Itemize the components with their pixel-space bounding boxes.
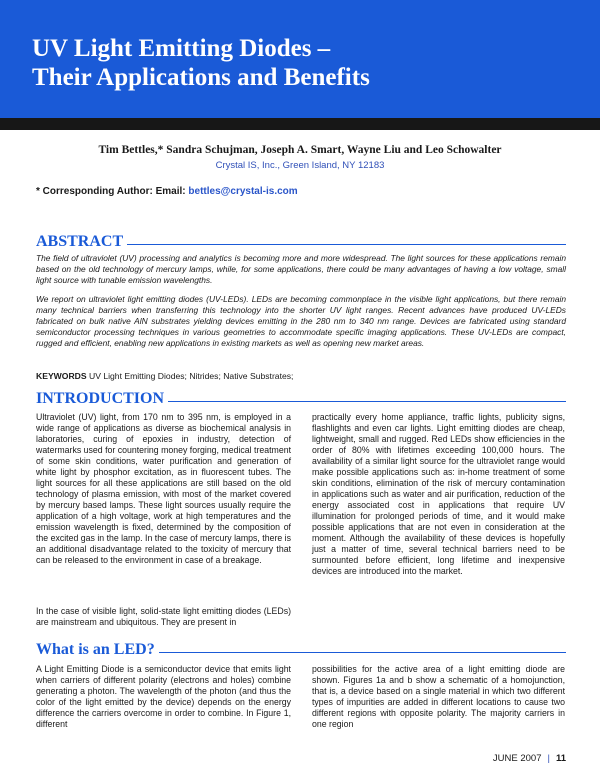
footer-date: JUNE 2007 — [492, 753, 542, 764]
introduction-heading-text: INTRODUCTION — [36, 390, 168, 408]
abstract-heading — [36, 233, 566, 251]
abstract-paragraph-1: The field of ultraviolet (UV) processing and analytics is becoming more and more widespread. The light sources for these applications remain based on the old technology of mercury lamps, while, for some applications, there could be many advantages of having a low voltage, small light source with tunable emission wavelengths. — [36, 253, 566, 285]
led-section-col2-paragraph: possibilities for the active area of a light emitting diode are shown. Figures 1a and b show a schematic of a homojunction, that is, a device based on a single material in which two different types of impurities are added in different locations to cause two different regions with opposite polarity. The majority carriers in one region — [312, 664, 565, 729]
introduction-heading — [36, 390, 566, 408]
header-divider-bar — [0, 118, 600, 130]
keywords-text: UV Light Emitting Diodes; Nitrides; Native Substrates; — [89, 371, 294, 381]
affiliation: Crystal IS, Inc., Green Island, NY 12183 — [215, 160, 385, 171]
introduction-col1-paragraph-2: In the case of visible light, solid-state light emitting diodes (LEDs) are mainstream and ubiquitous. They are present in — [36, 606, 291, 627]
keywords-label: KEYWORDS — [36, 371, 87, 381]
article-title-line-1: UV Light Emitting Diodes – — [32, 35, 331, 62]
page-footer — [493, 753, 566, 764]
corresponding-email-link[interactable]: bettles@crystal-is.com — [188, 186, 298, 197]
led-section-col1-paragraph: A Light Emitting Diode is a semiconductor device that emits light when carriers of different polarity (electrons and holes) combine generating a photon. The wavelength of the photon (and thus the color of the light emitted by the device) depends on the energy difference the carriers overcome in order to combine. In Figure 1, different — [36, 664, 291, 729]
introduction-col2-paragraph: practically every home appliance, traffic lights, publicity signs, flashlights and even car lights. Light emitting diodes are cheap, lightweight, small and rugged. Red LEDs show efficiencies in the order of 80% with lifetimes exceeding 100,000 hours. The availability of a similar light source for the ultraviolet range would make possible applications such as: in-home treatment of some skin conditions, elimination of the risk of mercury contamination in applications such as water and air purification, reduction of the energy associated cost in applications that require UV illumination for prolonged periods of time, and it would make possible applications that are not even in consideration at the moment. Although the availability of these devices is hopefully just a matter of time, several technical barriers need to be surmounted before efficient, long lifetime and inexpensive devices are introduced into the market. — [312, 412, 565, 576]
page-number: 11 — [555, 753, 566, 764]
keywords-line — [36, 371, 293, 381]
introduction-col1-paragraph-1: Ultraviolet (UV) light, from 170 nm to 395 nm, is employed in a wide range of applications as diverse as biochemical analysis in laboratories, curing of epoxies in industry, detection of watermarks used for countering money forging, medical treatment of some skin conditions, water purification and generation of white light by phosphor excitation, as in fluorescent tubes. The light sources for all these applications are still based on the old technology of plasma emission, with most of the market covered by mercury based lamps. These light sources usually require the application of a high voltage, work at high temperatures and the emission wavelength is fixed, determined by the composition of the excited gas in the lamp. In the case of mercury lamps, there is an additional disadvantage related to the toxicity of mercury that can be released to the environment in case of a breakage. — [36, 412, 291, 565]
corresponding-author — [36, 186, 298, 197]
led-section-heading-text: What is an LED? — [36, 641, 159, 659]
article-title — [32, 34, 370, 92]
led-section-heading — [36, 641, 566, 659]
author-list: Tim Bettles,* Sandra Schujman, Joseph A. Smart, Wayne Liu and Leo Schowalter — [98, 144, 502, 156]
article-title-line-2: Their Applications and Benefits — [32, 64, 370, 91]
abstract-paragraph-2: We report on ultraviolet light emitting diodes (UV-LEDs). LEDs are becoming commonplace in the visible light applications, but there remain many technical barriers when transferring this technology into the shorter UV light ranges. Recent advances have produced UV-LEDs fabricated on bulk native AlN substrates yielding devices emitting in the 280 nm to 340 nm range. Devices are fabricated using standard semiconductor processing techniques in various geometries to accommodate specific imaging applications. These UV-LEDs are compact, rugged and efficient, enabling new applications in existing markets as well as opening new market areas. — [36, 294, 566, 348]
abstract-heading-text: ABSTRACT — [36, 233, 127, 251]
corresponding-author-label: * Corresponding Author: Email: — [36, 186, 186, 197]
footer-separator: | — [547, 753, 550, 764]
